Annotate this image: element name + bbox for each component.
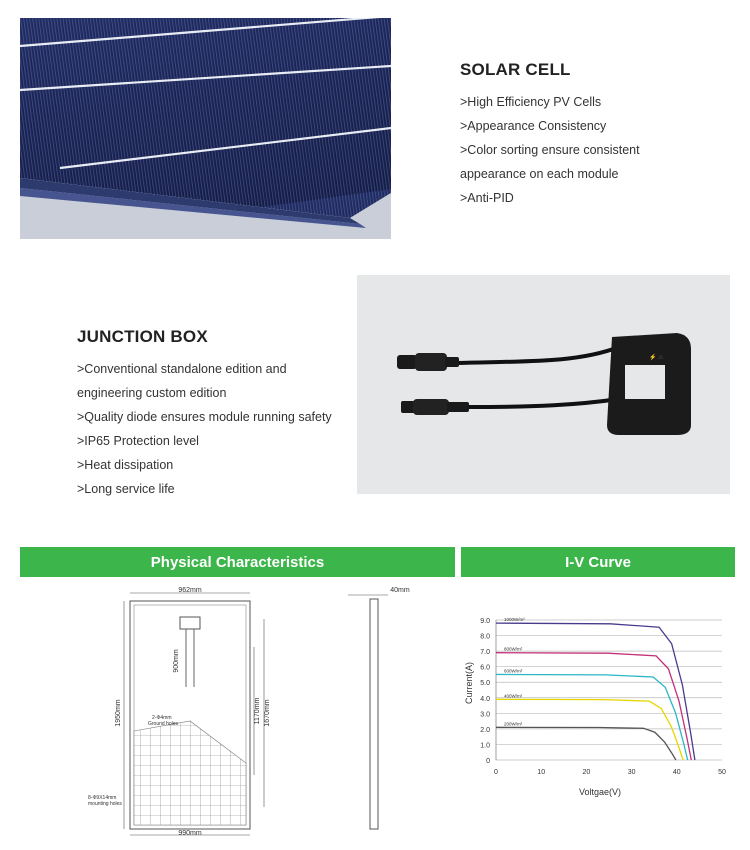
series-line-1 xyxy=(496,653,691,760)
dim-cable: 900mm xyxy=(173,649,180,673)
junction-box-photo xyxy=(357,275,730,494)
dim-mount-2: 1670mm xyxy=(264,699,271,727)
list-item: >Conventional standalone edition and xyxy=(77,362,287,376)
iv-chart-svg xyxy=(460,585,735,810)
list-item: engineering custom edition xyxy=(77,386,227,400)
physical-characteristics-banner: Physical Characteristics xyxy=(20,547,455,577)
iv-chart xyxy=(460,585,735,810)
y-tick-label: 3.0 xyxy=(480,711,490,719)
junction-box-title: JUNCTION BOX xyxy=(77,327,208,346)
list-item: >Anti-PID xyxy=(460,191,514,205)
series-label: 1000W/m² xyxy=(504,617,525,623)
list-item: >Color sorting ensure consistent xyxy=(460,143,640,157)
list-item: >Heat dissipation xyxy=(77,458,174,472)
list-item: >High Efficiency PV Cells xyxy=(460,95,602,109)
dim-width-top: 962mm xyxy=(178,587,202,594)
solar-cell-photo xyxy=(20,18,391,239)
list-item: >Appearance Consistency xyxy=(460,119,607,133)
ground-holes-label: Ground holes xyxy=(148,721,179,727)
dim-mount-1: 1170mm xyxy=(254,697,261,725)
y-tick-label: 2.0 xyxy=(480,726,490,734)
x-tick-label: 20 xyxy=(582,769,591,776)
y-tick-label: 7.0 xyxy=(480,649,490,657)
mounting-holes-spec: 8-Φ9X14mm xyxy=(88,795,117,801)
dim-height: 1950mm xyxy=(115,699,122,727)
series-label: 800W/m² xyxy=(504,646,523,652)
module-drawing xyxy=(20,585,450,845)
y-tick-label: 8.0 xyxy=(480,633,490,641)
series-label: 400W/m² xyxy=(504,693,523,699)
junction-box-image xyxy=(357,275,730,494)
series-line-2 xyxy=(496,674,688,760)
mounting-holes-label: mounting holes xyxy=(88,801,122,807)
x-tick-label: 10 xyxy=(537,769,546,776)
dim-thickness: 40mm xyxy=(390,587,410,594)
x-tick-label: 40 xyxy=(672,769,681,776)
module-drawing-svg xyxy=(20,585,450,845)
solar-cell-features xyxy=(460,90,640,210)
series-line-0 xyxy=(496,623,695,760)
iv-curve-banner: I-V Curve xyxy=(461,547,735,577)
y-tick-label: 9.0 xyxy=(480,618,490,625)
list-item: appearance on each module xyxy=(460,167,619,181)
list-item: >Long service life xyxy=(77,482,175,496)
y-tick-label: 1.0 xyxy=(480,742,490,750)
series-label: 200W/m² xyxy=(504,721,523,727)
solar-cell-image xyxy=(20,18,391,239)
ground-holes-spec: 2-Φ4mm xyxy=(152,715,172,721)
y-tick-label: 5.0 xyxy=(480,680,490,688)
series-line-3 xyxy=(496,699,683,760)
series-line-4 xyxy=(496,727,676,760)
y-tick-label: 0 xyxy=(486,758,490,765)
list-item: >IP65 Protection level xyxy=(77,434,199,448)
svg-text:⚡ ⚠: ⚡ ⚠ xyxy=(649,355,664,361)
y-tick-label: 6.0 xyxy=(480,664,490,672)
x-tick-label: 30 xyxy=(627,769,636,776)
y-tick-label: 4.0 xyxy=(480,695,490,703)
x-tick-label: 50 xyxy=(718,769,726,776)
y-axis-label: Current(A) xyxy=(464,661,474,705)
series-label: 600W/m² xyxy=(504,668,523,674)
x-axis-label: Voltgae(V) xyxy=(578,787,622,797)
dim-width-bottom: 990mm xyxy=(178,830,202,837)
junction-box-features xyxy=(77,357,332,501)
x-tick-label: 0 xyxy=(494,769,498,776)
list-item: >Quality diode ensures module running safety xyxy=(77,410,332,424)
solar-cell-title: SOLAR CELL xyxy=(460,60,571,79)
